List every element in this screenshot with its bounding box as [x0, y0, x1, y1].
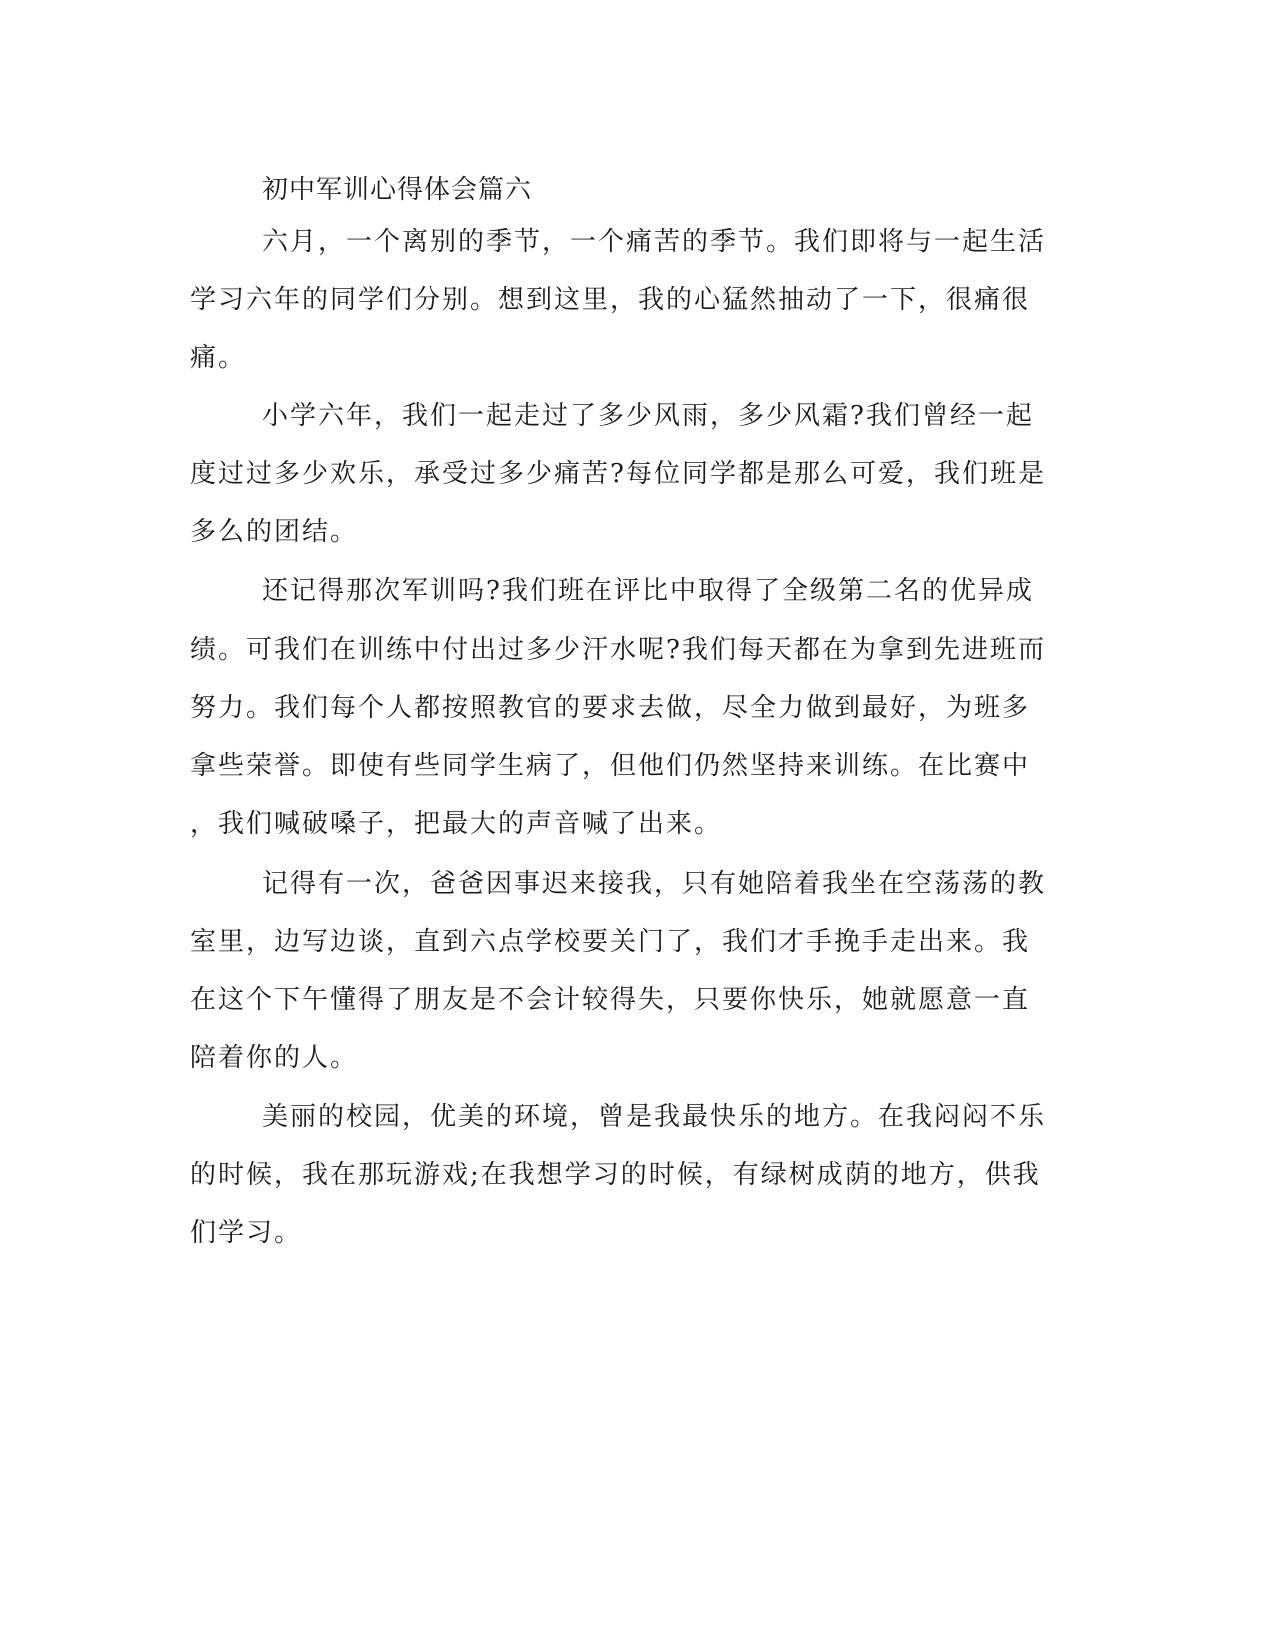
paragraph-2-line-2: 度过过多少欢乐，承受过多少痛苦?每位同学都是那么可爱，我们班是	[190, 459, 1046, 489]
paragraph-3-line-3: 努力。我们每个人都按照教官的要求去做，尽全力做到最好，为班多	[190, 693, 1031, 723]
paragraph-2-line-1: 小学六年，我们一起走过了多少风雨，多少风霜?我们曾经一起	[262, 401, 1034, 431]
paragraph-1-line-3: 痛。	[190, 343, 247, 373]
paragraph-4-line-1: 记得有一次，爸爸因事迟来接我，只有她陪着我坐在空荡荡的教	[262, 869, 1047, 899]
paragraph-4-line-3: 在这个下午懂得了朋友是不会计较得失，只要你快乐，她就愿意一直	[190, 985, 1031, 1015]
paragraph-2-line-3: 多么的团结。	[190, 517, 359, 547]
paragraph-1-line-1: 六月，一个离别的季节，一个痛苦的季节。我们即将与一起生活	[262, 227, 1047, 257]
paragraph-3-line-2: 绩。可我们在训练中付出过多少汗水呢?我们每天都在为拿到先进班而	[190, 635, 1046, 665]
paragraph-4-line-2: 室里，边写边谈，直到六点学校要关门了，我们才手挽手走出来。我	[190, 927, 1031, 957]
document-title: 初中军训心得体会篇六	[262, 175, 533, 205]
paragraph-3-line-5: ，我们喊破嗓子，把最大的声音喊了出来。	[190, 809, 723, 839]
paragraph-5-line-2: 的时候，我在那玩游戏;在我想学习的时候，有绿树成荫的地方，供我	[190, 1160, 1041, 1190]
paragraph-3-line-1: 还记得那次军训吗?我们班在评比中取得了全级第二名的优异成	[262, 576, 1034, 606]
paragraph-3-line-4: 拿些荣誉。即使有些同学生病了，但他们仍然坚持来训练。在比赛中	[190, 751, 1031, 781]
paragraph-5-line-3: 们学习。	[190, 1218, 303, 1248]
paragraph-4-line-4: 陪着你的人。	[190, 1043, 359, 1073]
paragraph-1-line-2: 学习六年的同学们分别。想到这里，我的心猛然抽动了一下，很痛很	[190, 285, 1031, 315]
paragraph-5-line-1: 美丽的校园，优美的环境，曾是我最快乐的地方。在我闷闷不乐	[262, 1102, 1047, 1132]
